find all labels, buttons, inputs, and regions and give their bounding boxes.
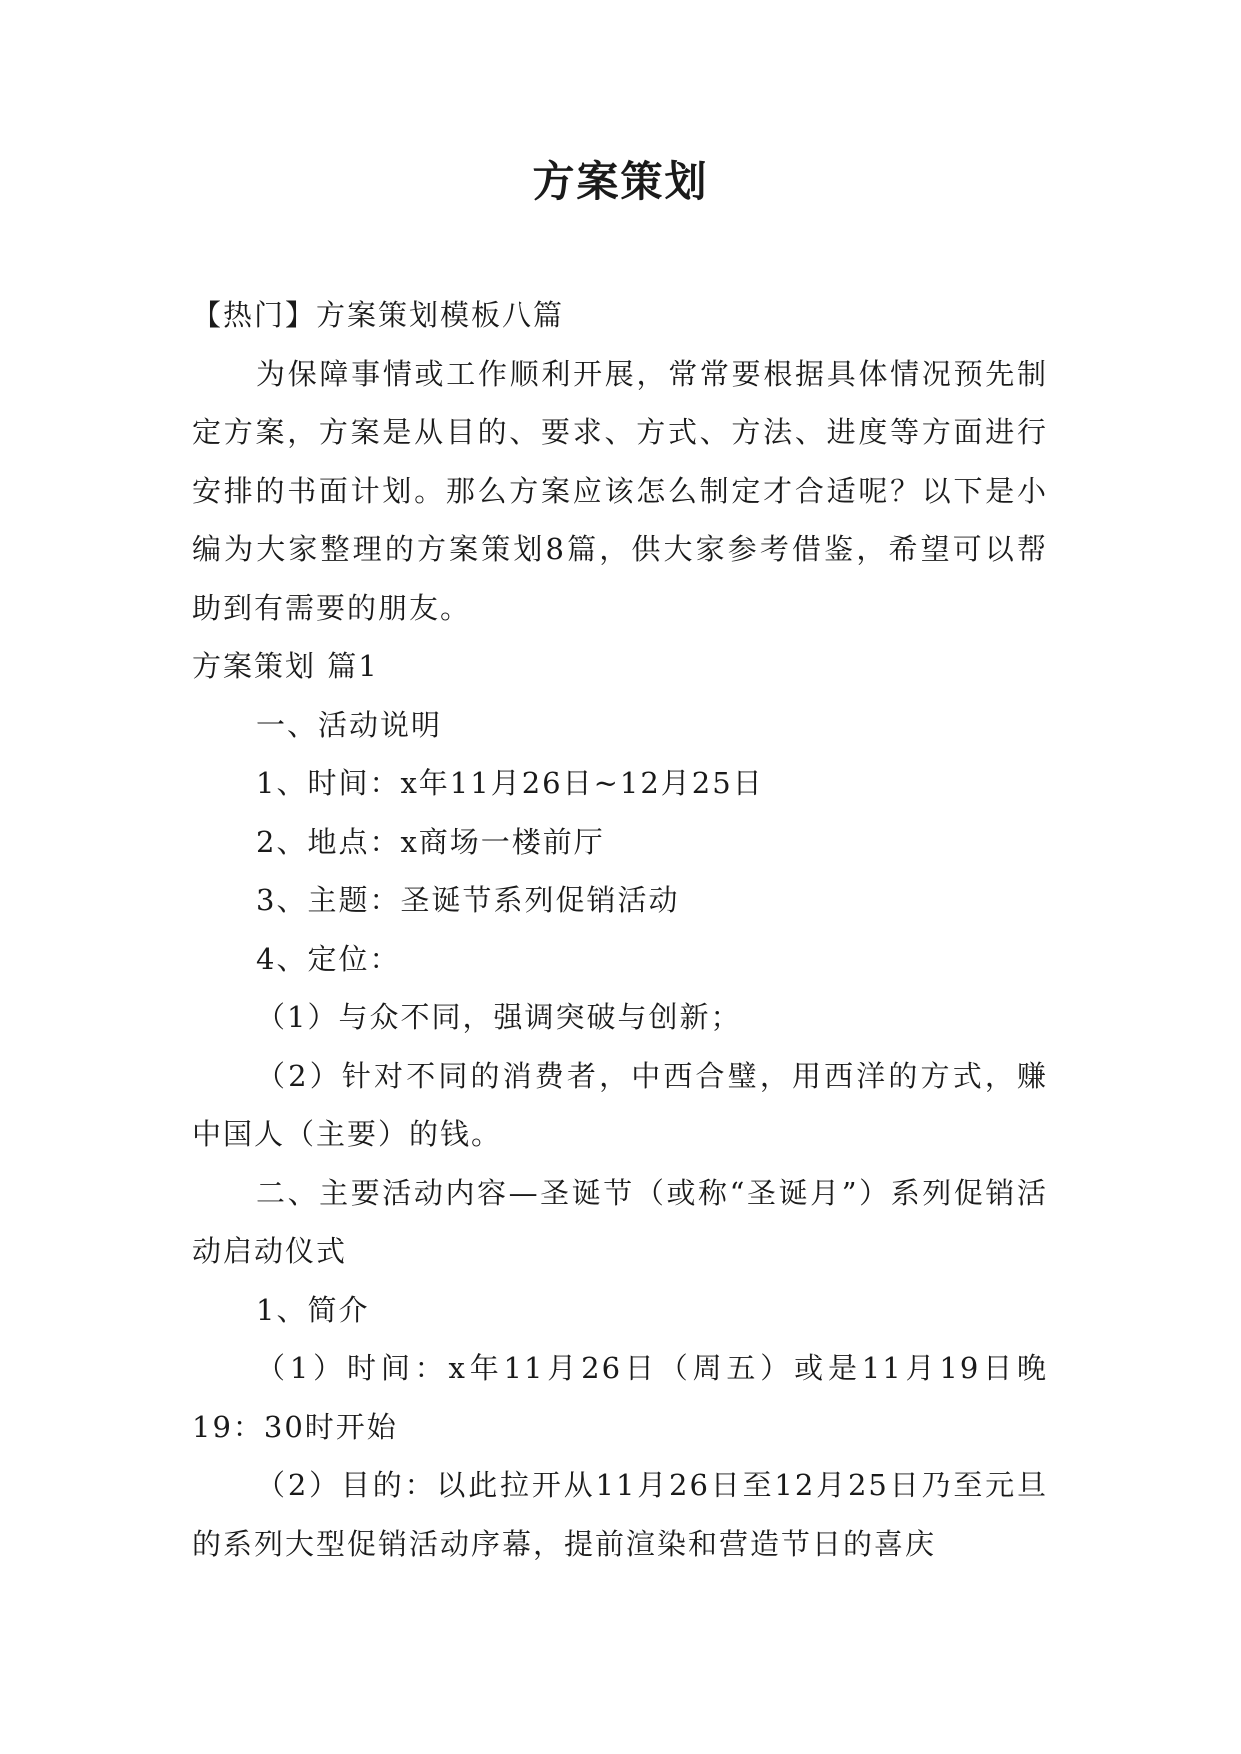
paragraph-intro: 为保障事情或工作顺利开展，常常要根据具体情况预先制定方案，方案是从目的、要求、方式、方法、进度等方面进行安排的书面计划。那么方案应该怎么制定才合适呢？以下是小编为大家整理的方案策划8篇，供大家参考借鉴，希望可以帮助到有需要的朋友。 bbox=[192, 356, 1048, 625]
section-heading: 方案策划 篇1 bbox=[192, 649, 379, 683]
paragraph-heading: 【热门】方案策划模板八篇 bbox=[192, 298, 565, 332]
paragraph: 4、定位： bbox=[256, 941, 401, 976]
paragraph: 一、活动说明 bbox=[256, 707, 443, 742]
paragraph: 二、主要活动内容—圣诞节（或称“圣诞月”）系列促销活动启动仪式 bbox=[192, 1175, 1048, 1268]
document-title: 方案策划 bbox=[532, 157, 709, 206]
paragraph: （2）针对不同的消费者，中西合璧，用西洋的方式，赚中国人（主要）的钱。 bbox=[192, 1058, 1048, 1151]
document-body bbox=[192, 286, 1048, 1573]
paragraph: （1）时间：x年11月26日（周五）或是11月19日晚19：30时开始 bbox=[192, 1351, 1048, 1444]
paragraph: 1、时间：x年11月26日~12月25日 bbox=[256, 766, 764, 800]
paragraph: 3、主题：圣诞节系列促销活动 bbox=[256, 883, 680, 917]
paragraph: （1）与众不同，强调突破与创新； bbox=[256, 1000, 742, 1034]
paragraph: 2、地点：x商场一楼前厅 bbox=[256, 824, 605, 859]
paragraph: （2）目的：以此拉开从11月26日至12月25日乃至元旦的系列大型促销活动序幕，提前渲染和营造节日的喜庆 bbox=[192, 1468, 1048, 1561]
paragraph: 1、简介 bbox=[256, 1292, 370, 1327]
